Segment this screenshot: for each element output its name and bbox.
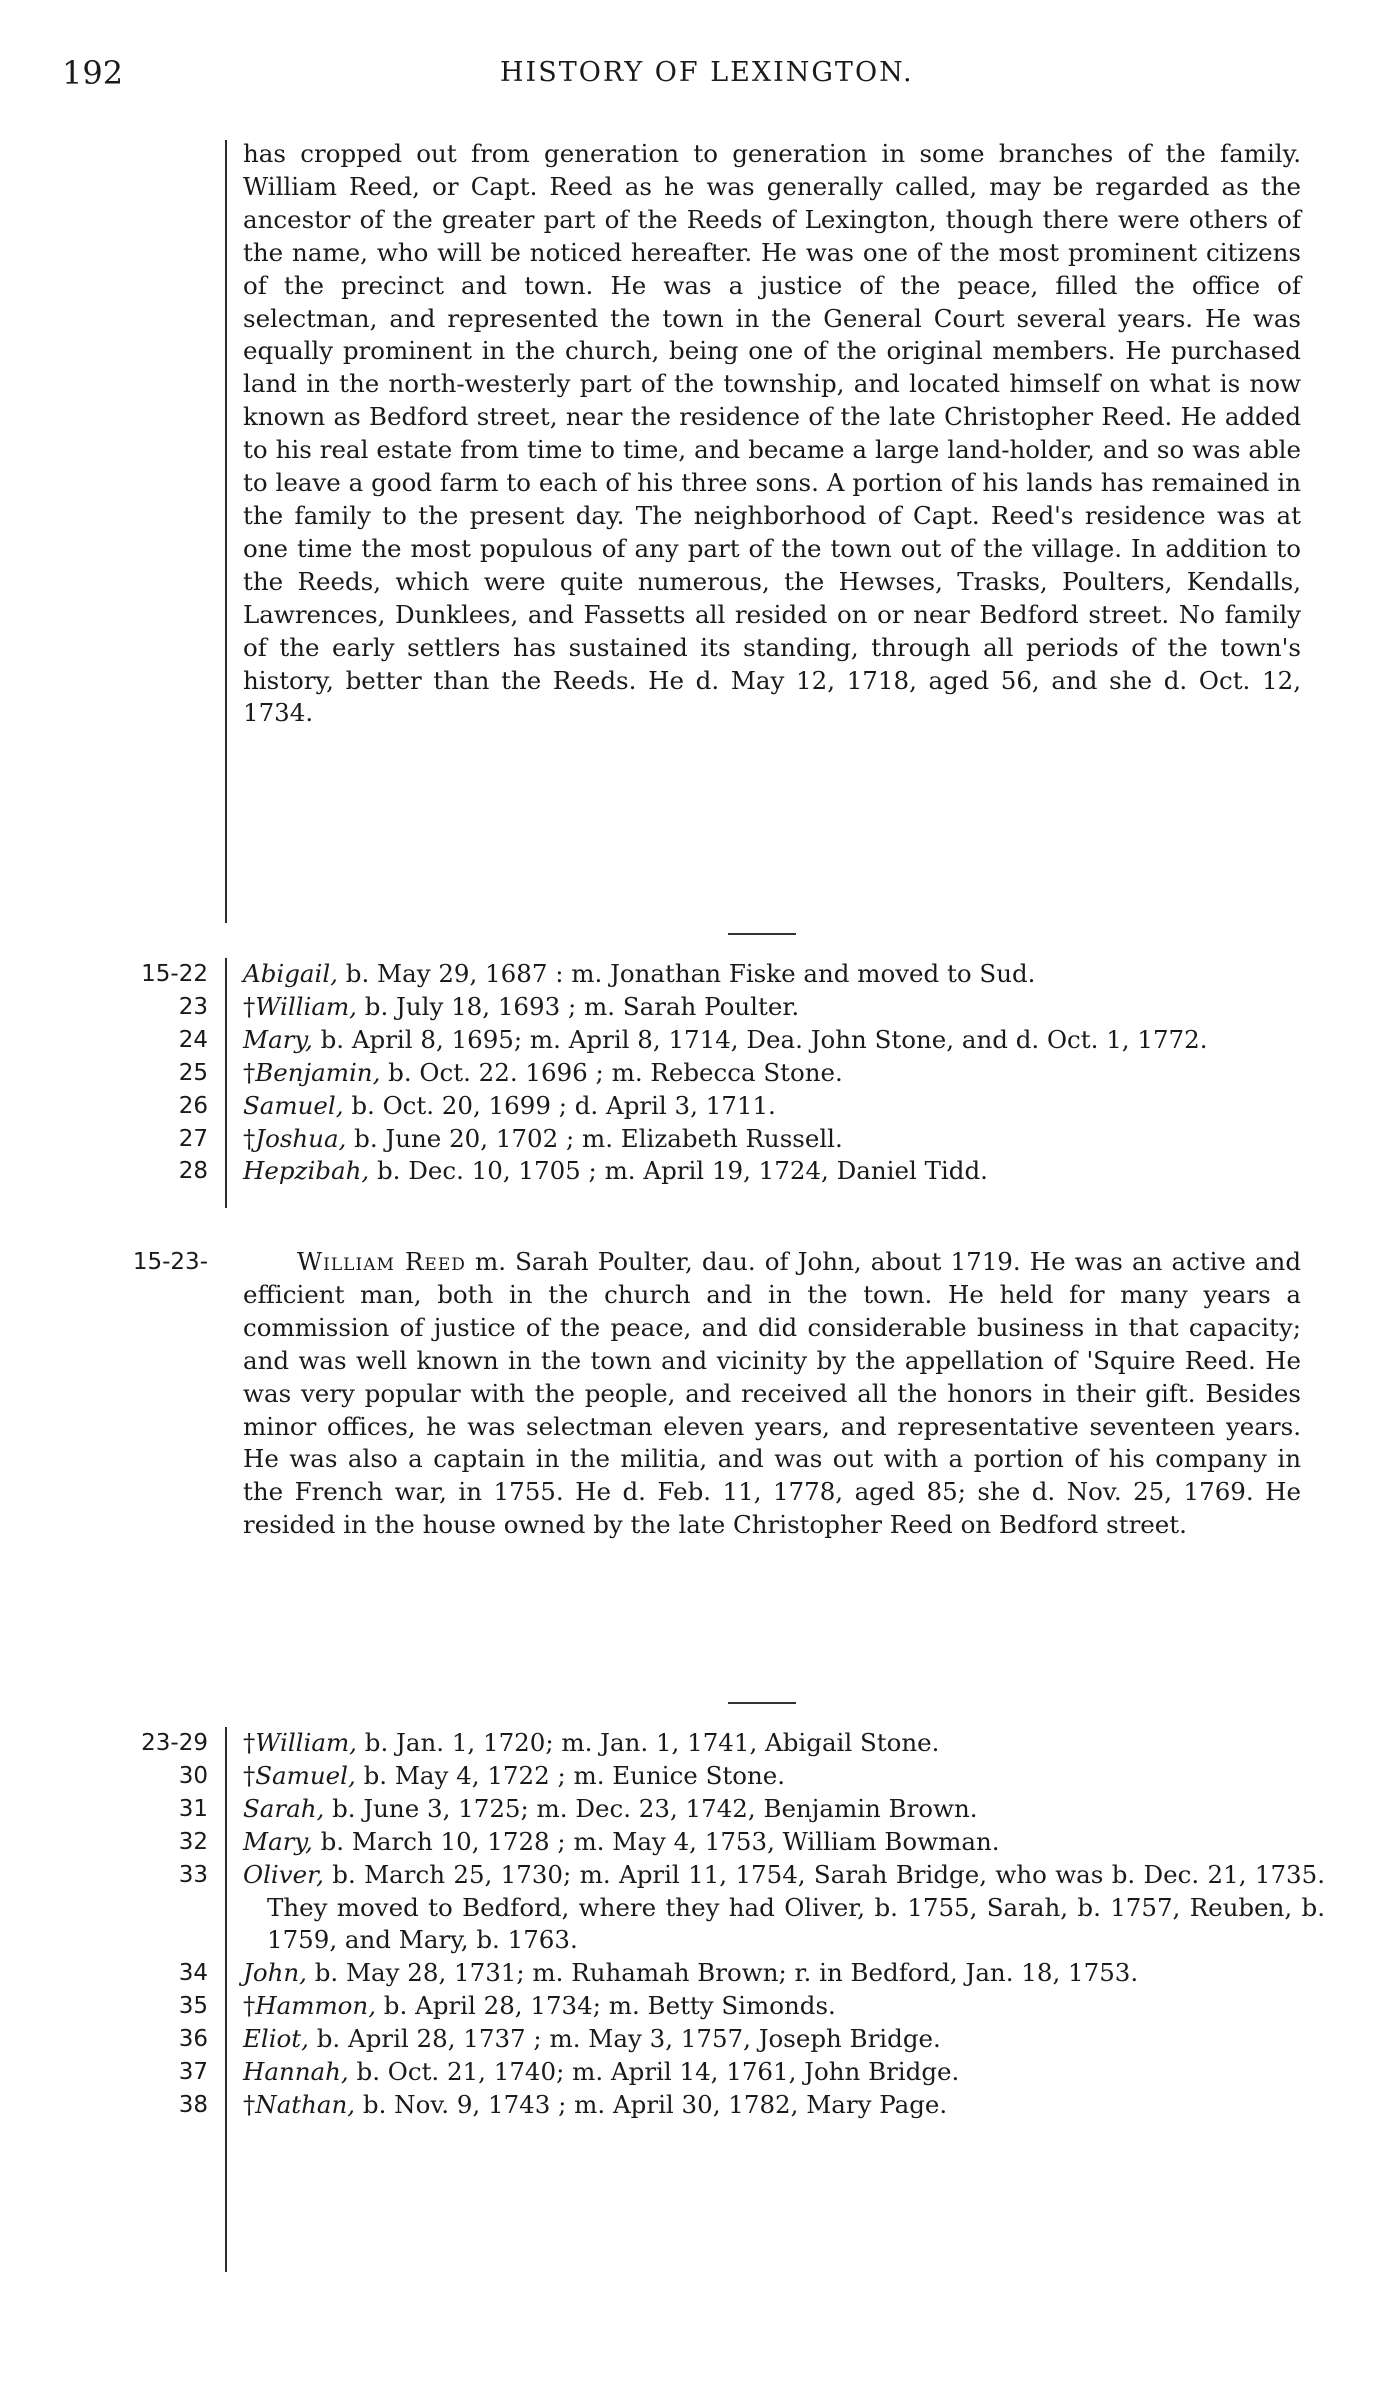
intro-paragraph-text: has cropped out from generation to generation in some branches of the family. William Reed, or Capt. Reed as he was generally called, may be regarded as the ancestor of the greater part of the Reeds of Lexington, though there were others of the name, who will be noticed hereafter. He was one of the most prominent citizens of the precinct and town. He was a justice of the peace, filled the office of selectman, and represented the town in the General Court several years. He was equally prominent in the church, being one of the original members. He purchased land in the north-westerly part of the township, and located himself on what is now known as Bedford street, near the residence of the late Christopher Reed. He added to his real estate from time to time, and became a large land-holder, and so was able to leave a good farm to each of his three sons. A portion of his lands has remained in the family to the present day. The neighborhood of Capt. Reed's residence was at one time the most populous of any part of the town out of the village. In addition to the Reeds, which were quite numerous, the Hewses, Trasks, Poulters, Kendalls, Lawrences, Dunklees, and Fassetts all resided on or near Bedford street. No family of the early settlers has sustained its standing, through all periods of the town's history, better than the Reeds. He d. May 12, 1718, aged 56, and she d. Oct. 12, 1734.	[243, 139, 1301, 728]
entry-details: b. Oct. 22. 1696 ; m. Rebecca Stone.	[380, 1057, 843, 1087]
list-item	[0, 2023, 1388, 2056]
list-item	[0, 2056, 1388, 2089]
child-name: Joshua,	[255, 1123, 347, 1153]
entry-text	[243, 1727, 1325, 1760]
entry-details: b. March 25, 1730; m. April 11, 1754, Sarah Bridge, who was b. Dec. 21, 1735. They moved to Bedford, where they had Oliver, b. 1755, Sarah, b. 1757, Reuben, b. 1759, and Mary, b. 1763.	[267, 1859, 1325, 1955]
entry-number: 38	[178, 2091, 208, 2118]
child-name: Hepzibah,	[243, 1156, 370, 1186]
dagger-mark: †	[243, 2089, 256, 2119]
entry-number: 27	[178, 1125, 208, 1152]
child-name: Hannah,	[243, 2057, 349, 2087]
child-name: William,	[255, 991, 357, 1021]
entry-number: 32	[178, 1828, 208, 1855]
list-item	[0, 1793, 1388, 1826]
entry-number: 23	[178, 993, 208, 1020]
entry-text	[243, 1057, 1325, 1090]
entry-text	[243, 1155, 1325, 1188]
william-reed-paragraph	[243, 1246, 1301, 1542]
entry-text	[243, 2056, 1325, 2089]
child-name: Samuel,	[255, 1760, 356, 1790]
child-name: Oliver,	[243, 1859, 324, 1889]
child-name: Sarah,	[243, 1793, 325, 1823]
entry-details: b. June 20, 1702 ; m. Elizabeth Russell.	[346, 1123, 843, 1153]
list-item	[0, 958, 1388, 991]
entry-text	[243, 958, 1325, 991]
list-item	[0, 1024, 1388, 1057]
list-item	[0, 1155, 1388, 1188]
entry-number: 34	[178, 1960, 208, 1987]
entry-number: 25	[178, 1059, 208, 1086]
child-name: Samuel,	[243, 1090, 344, 1120]
child-name: Hammon,	[255, 1991, 377, 2021]
list-item	[0, 1123, 1388, 1156]
list-item	[0, 991, 1388, 1024]
entry-text	[243, 1859, 1325, 1958]
page-header	[0, 54, 1388, 104]
intro-paragraph	[243, 138, 1301, 730]
separator-rule	[728, 1702, 796, 1704]
list-item	[0, 1826, 1388, 1859]
dagger-mark: †	[243, 1991, 256, 2021]
child-name: John,	[243, 1958, 307, 1988]
entry-text	[243, 1826, 1325, 1859]
entry-number: 24	[178, 1026, 208, 1053]
entry-text	[243, 2089, 1325, 2122]
entry-text	[243, 991, 1325, 1024]
entry-number: 30	[178, 1762, 208, 1789]
entry-text	[243, 1024, 1325, 1057]
dagger-mark: †	[243, 1123, 256, 1153]
entry-details: b. April 28, 1734; m. Betty Simonds.	[376, 1991, 836, 2021]
entry-details: b. April 28, 1737 ; m. May 3, 1757, Joseph Bridge.	[308, 2024, 941, 2054]
entry-number: 28	[178, 1158, 208, 1185]
entry-text	[243, 1957, 1325, 1990]
entry-details: b. June 3, 1725; m. Dec. 23, 1742, Benjamin Brown.	[324, 1793, 978, 1823]
child-name: William,	[255, 1728, 357, 1757]
child-name: Nathan,	[255, 2089, 356, 2119]
entry-text	[243, 1990, 1325, 2023]
entry-number: 15-22	[141, 961, 208, 987]
child-name: Benjamin,	[255, 1057, 381, 1087]
section-lead-name: William Reed	[297, 1247, 466, 1276]
list-item	[0, 1057, 1388, 1090]
dagger-mark: †	[243, 1728, 256, 1757]
child-name: Mary,	[243, 1826, 313, 1856]
child-name: Abigail,	[243, 959, 338, 988]
entry-text	[243, 1760, 1325, 1793]
list-item	[0, 1760, 1388, 1793]
dagger-mark: †	[243, 991, 256, 1021]
entry-details: b. Nov. 9, 1743 ; m. April 30, 1782, Mary Page.	[355, 2089, 948, 2119]
entry-details: b. March 10, 1728 ; m. May 4, 1753, William Bowman.	[312, 1826, 1000, 1856]
list-item	[0, 1957, 1388, 1990]
entry-number: 33	[178, 1861, 208, 1888]
entry-number: 26	[178, 1092, 208, 1119]
entry-details: b. Jan. 1, 1720; m. Jan. 1, 1741, Abigail Stone.	[356, 1728, 940, 1757]
william-reed-text: m. Sarah Poulter, dau. of John, about 1719. He was an active and efficient man, both in the church and in the town. He held for many years a commission of justice of the peace, and did considerable business in that capacity; and was well known in the town and vicinity by the appellation of 'Squire Reed. He was very popular with the people, and received all the honors in their gift. Besides minor offices, he was selectman eleven years, and representative seventeen years. He was also a captain in the militia, and was out with a portion of his company in the French war, in 1755. He d. Feb. 11, 1778, aged 85; she d. Nov. 25, 1769. He resided in the house owned by the late Christopher Reed on Bedford street.	[243, 1247, 1302, 1540]
child-name: Mary,	[243, 1024, 313, 1054]
entry-number: 35	[178, 1993, 208, 2020]
list-item	[0, 1727, 1388, 1760]
entry-text	[243, 1123, 1325, 1156]
entry-details: b. Oct. 21, 1740; m. April 14, 1761, John Bridge.	[348, 2057, 960, 2087]
entry-text	[243, 2023, 1325, 2056]
margin-rule	[225, 140, 227, 923]
entry-number: 31	[178, 1795, 208, 1822]
dagger-mark: †	[243, 1057, 256, 1087]
entry-details: b. July 18, 1693 ; m. Sarah Poulter.	[356, 991, 800, 1021]
separator-rule	[728, 933, 796, 935]
entry-details: b. May 4, 1722 ; m. Eunice Stone.	[355, 1760, 786, 1790]
entry-number: 23-29	[141, 1730, 208, 1756]
page-number: 192	[62, 54, 124, 92]
list-item	[0, 2089, 1388, 2122]
entry-details: b. May 28, 1731; m. Ruhamah Brown; r. in Bedford, Jan. 18, 1753.	[306, 1958, 1139, 1988]
entry-details: b. Dec. 10, 1705 ; m. April 19, 1724, Daniel Tidd.	[369, 1156, 988, 1186]
dagger-mark: †	[243, 1760, 256, 1790]
entry-details: b. Oct. 20, 1699 ; d. April 3, 1711.	[343, 1090, 776, 1120]
entry-number: 36	[178, 2026, 208, 2053]
children-list	[0, 1727, 1388, 2122]
entry-details: b. April 8, 1695; m. April 8, 1714, Dea. John Stone, and d. Oct. 1, 1772.	[312, 1024, 1208, 1054]
list-item	[0, 1859, 1388, 1958]
marginal-reference: 15-23-	[132, 1249, 208, 1275]
entry-details: b. May 29, 1687 : m. Jonathan Fiske and moved to Sud.	[337, 959, 1036, 988]
child-name: Eliot,	[243, 2024, 309, 2054]
children-list	[0, 958, 1388, 1188]
entry-text	[243, 1793, 1325, 1826]
list-item	[0, 1090, 1388, 1123]
list-item	[0, 1990, 1388, 2023]
running-head: HISTORY OF LEXINGTON.	[500, 57, 914, 88]
entry-text	[243, 1090, 1325, 1123]
entry-number: 37	[178, 2059, 208, 2086]
